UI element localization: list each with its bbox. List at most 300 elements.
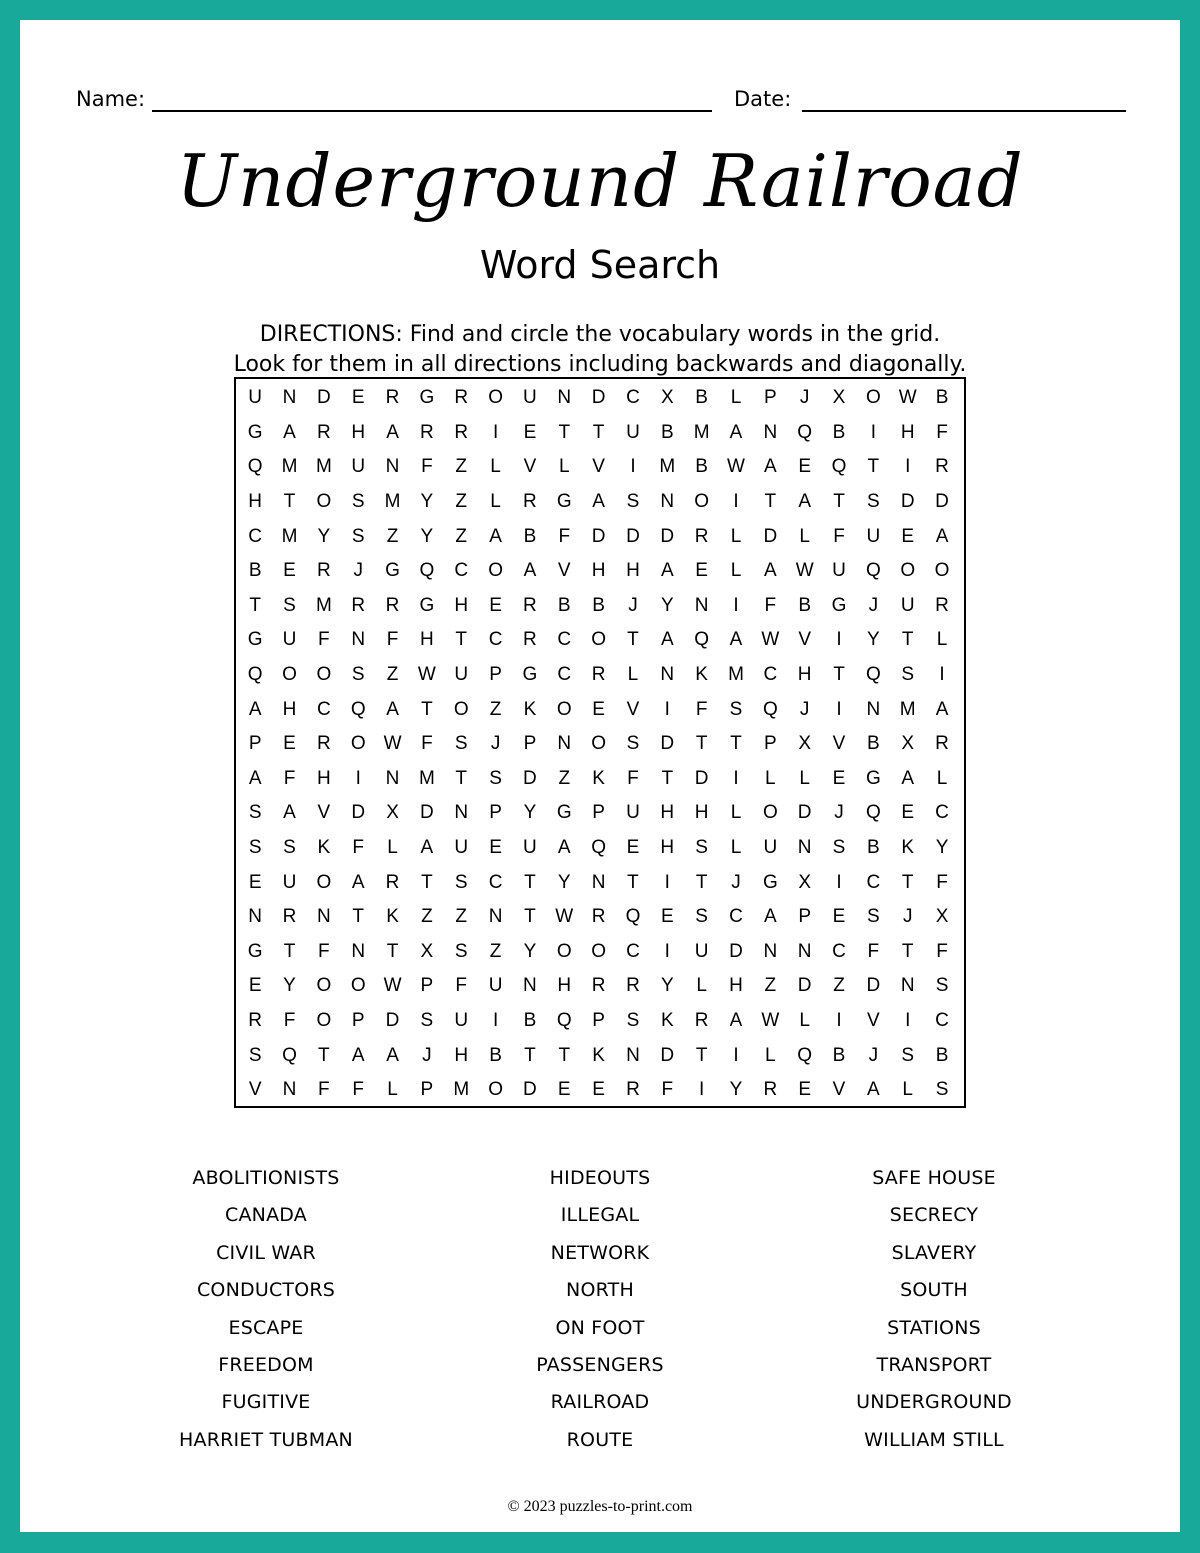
grid-cell[interactable]: P xyxy=(523,733,537,755)
grid-cell[interactable]: W xyxy=(795,560,814,582)
grid-cell[interactable]: T xyxy=(249,594,261,616)
grid-cell[interactable]: N xyxy=(385,456,400,478)
grid-cell[interactable]: B xyxy=(832,421,846,443)
grid-cell[interactable]: R xyxy=(385,871,400,893)
grid-cell[interactable]: A xyxy=(592,491,605,513)
grid-cell[interactable]: L xyxy=(627,664,639,686)
grid-cell[interactable]: Y xyxy=(420,491,434,513)
grid-cell[interactable]: S xyxy=(695,837,708,859)
grid-cell[interactable]: V xyxy=(832,1079,846,1101)
grid-cell[interactable]: C xyxy=(454,560,469,582)
grid-cell[interactable]: T xyxy=(352,906,364,928)
grid-cell[interactable]: Y xyxy=(935,837,949,859)
grid-cell[interactable]: S xyxy=(867,491,880,513)
grid-cell[interactable]: T xyxy=(283,491,296,513)
grid-cell[interactable]: N xyxy=(797,940,812,962)
grid-cell[interactable]: G xyxy=(385,560,400,582)
grid-cell[interactable]: U xyxy=(454,664,469,686)
grid-cell[interactable]: O xyxy=(350,733,366,755)
grid-cell[interactable]: L xyxy=(765,1044,776,1066)
grid-cell[interactable]: O xyxy=(282,664,297,686)
grid-cell[interactable]: T xyxy=(524,1044,536,1066)
grid-cell[interactable]: R xyxy=(763,1079,778,1101)
grid-cell[interactable]: A xyxy=(420,837,434,859)
grid-cell[interactable]: H xyxy=(316,767,331,789)
grid-cell[interactable]: B xyxy=(867,733,880,755)
grid-cell[interactable]: L xyxy=(936,767,948,789)
grid-cell[interactable]: R xyxy=(694,525,709,547)
grid-cell[interactable]: T xyxy=(318,1044,330,1066)
grid-cell[interactable]: O xyxy=(556,698,572,720)
grid-cell[interactable]: A xyxy=(660,560,674,582)
grid-cell[interactable]: H xyxy=(591,560,606,582)
grid-cell[interactable]: S xyxy=(351,525,365,547)
grid-cell[interactable]: C xyxy=(935,1009,949,1031)
grid-cell[interactable]: E xyxy=(901,802,915,824)
grid-cell[interactable]: D xyxy=(694,767,709,789)
grid-cell[interactable]: O xyxy=(934,560,950,582)
grid-cell[interactable]: T xyxy=(558,421,571,443)
grid-cell[interactable]: C xyxy=(488,871,503,893)
grid-cell[interactable]: O xyxy=(762,802,778,824)
grid-cell[interactable]: N xyxy=(763,940,778,962)
grid-cell[interactable]: S xyxy=(283,594,296,616)
grid-cell[interactable]: G xyxy=(419,387,435,409)
grid-cell[interactable]: I xyxy=(733,491,739,513)
grid-cell[interactable]: C xyxy=(316,698,331,720)
grid-cell[interactable]: T xyxy=(695,733,708,755)
grid-cell[interactable]: R xyxy=(694,1009,709,1031)
grid-cell[interactable]: F xyxy=(764,594,777,616)
grid-cell[interactable]: D xyxy=(420,802,434,824)
grid-cell[interactable]: E xyxy=(832,767,846,789)
grid-cell[interactable]: I xyxy=(355,767,361,789)
grid-cell[interactable]: H xyxy=(248,491,263,513)
grid-cell[interactable]: F xyxy=(283,1009,296,1031)
grid-cell[interactable]: T xyxy=(661,767,674,789)
grid-cell[interactable]: T xyxy=(901,871,914,893)
grid-cell[interactable]: M xyxy=(315,594,332,616)
grid-cell[interactable]: U xyxy=(282,629,297,651)
grid-cell[interactable]: G xyxy=(247,940,263,962)
grid-cell[interactable]: D xyxy=(316,387,331,409)
grid-cell[interactable]: G xyxy=(419,594,435,616)
grid-cell[interactable]: Y xyxy=(523,802,537,824)
grid-cell[interactable]: R xyxy=(935,456,949,478)
grid-cell[interactable]: N xyxy=(660,664,675,686)
grid-cell[interactable]: H xyxy=(454,594,469,616)
grid-cell[interactable]: A xyxy=(729,629,743,651)
grid-cell[interactable]: E xyxy=(626,837,640,859)
grid-cell[interactable]: B xyxy=(489,1044,502,1066)
grid-cell[interactable]: K xyxy=(901,837,915,859)
grid-cell[interactable]: S xyxy=(935,1079,949,1101)
grid-cell[interactable]: A xyxy=(351,871,365,893)
grid-cell[interactable]: E xyxy=(660,906,674,928)
grid-cell[interactable]: X xyxy=(660,387,674,409)
grid-cell[interactable]: U xyxy=(763,837,778,859)
grid-cell[interactable]: F xyxy=(833,525,845,547)
grid-cell[interactable]: Y xyxy=(729,1079,743,1101)
grid-cell[interactable]: S xyxy=(935,975,949,997)
grid-cell[interactable]: U xyxy=(694,940,709,962)
grid-cell[interactable]: Q xyxy=(865,664,881,686)
grid-cell[interactable]: J xyxy=(902,906,913,928)
grid-cell[interactable]: D xyxy=(591,525,606,547)
grid-cell[interactable]: R xyxy=(935,594,949,616)
grid-cell[interactable]: X xyxy=(798,733,812,755)
grid-cell[interactable]: H xyxy=(729,975,743,997)
grid-cell[interactable]: V xyxy=(317,802,331,824)
grid-cell[interactable]: Z xyxy=(489,940,502,962)
grid-cell[interactable]: U xyxy=(626,421,640,443)
grid-cell[interactable]: L xyxy=(490,456,501,478)
grid-cell[interactable]: U xyxy=(523,387,537,409)
grid-cell[interactable]: E xyxy=(283,560,296,582)
grid-cell[interactable]: D xyxy=(729,940,743,962)
grid-cell[interactable]: C xyxy=(866,871,881,893)
grid-cell[interactable]: A xyxy=(729,1009,743,1031)
grid-cell[interactable]: V xyxy=(798,629,812,651)
grid-cell[interactable]: M xyxy=(315,456,332,478)
grid-cell[interactable]: A xyxy=(729,421,743,443)
grid-cell[interactable]: A xyxy=(935,525,949,547)
grid-cell[interactable]: T xyxy=(592,421,605,443)
grid-cell[interactable]: H xyxy=(660,802,675,824)
grid-cell[interactable]: N xyxy=(282,1079,297,1101)
grid-cell[interactable]: R xyxy=(523,491,537,513)
grid-cell[interactable]: A xyxy=(660,629,674,651)
grid-cell[interactable]: A xyxy=(283,802,296,824)
grid-cell[interactable]: T xyxy=(421,871,433,893)
grid-cell[interactable]: R xyxy=(316,421,331,443)
grid-cell[interactable]: W xyxy=(383,975,402,997)
grid-cell[interactable]: R xyxy=(591,906,606,928)
grid-cell[interactable]: S xyxy=(248,802,262,824)
grid-cell[interactable]: L xyxy=(799,767,810,789)
grid-cell[interactable]: H xyxy=(900,421,915,443)
grid-cell[interactable]: U xyxy=(866,525,881,547)
grid-cell[interactable]: G xyxy=(247,421,263,443)
grid-cell[interactable]: A xyxy=(763,456,777,478)
grid-cell[interactable]: O xyxy=(488,560,503,582)
grid-cell[interactable]: L xyxy=(558,456,570,478)
grid-cell[interactable]: H xyxy=(797,664,812,686)
grid-cell[interactable]: H xyxy=(626,560,640,582)
grid-cell[interactable]: Q xyxy=(419,560,435,582)
grid-cell[interactable]: Z xyxy=(833,975,845,997)
grid-cell[interactable]: R xyxy=(626,1079,640,1101)
grid-cell[interactable]: E xyxy=(798,1079,812,1101)
grid-cell[interactable]: N xyxy=(660,491,675,513)
grid-cell[interactable]: Y xyxy=(867,629,880,651)
grid-cell[interactable]: Z xyxy=(558,767,571,789)
grid-cell[interactable]: J xyxy=(799,387,810,409)
grid-cell[interactable]: H xyxy=(694,802,709,824)
grid-cell[interactable]: F xyxy=(695,698,708,720)
grid-cell[interactable]: Z xyxy=(421,906,433,928)
grid-cell[interactable]: T xyxy=(421,698,433,720)
grid-cell[interactable]: K xyxy=(523,698,537,720)
grid-cell[interactable]: D xyxy=(866,975,881,997)
grid-cell[interactable]: T xyxy=(695,871,708,893)
grid-cell[interactable]: I xyxy=(939,664,945,686)
grid-cell[interactable]: T xyxy=(627,629,639,651)
grid-cell[interactable]: A xyxy=(386,421,399,443)
grid-cell[interactable]: S xyxy=(626,1009,640,1031)
grid-cell[interactable]: R xyxy=(523,594,537,616)
grid-cell[interactable]: M xyxy=(384,491,401,513)
grid-cell[interactable]: C xyxy=(935,802,949,824)
grid-cell[interactable]: J xyxy=(834,802,844,824)
grid-cell[interactable]: N xyxy=(900,975,915,997)
grid-cell[interactable]: M xyxy=(693,421,710,443)
grid-cell[interactable]: U xyxy=(282,871,297,893)
grid-cell[interactable]: X xyxy=(386,802,399,824)
grid-cell[interactable]: C xyxy=(557,629,572,651)
grid-cell[interactable]: P xyxy=(351,1009,365,1031)
grid-cell[interactable]: V xyxy=(832,733,846,755)
grid-cell[interactable]: K xyxy=(660,1009,674,1031)
grid-cell[interactable]: B xyxy=(523,525,537,547)
grid-cell[interactable]: D xyxy=(660,525,675,547)
grid-cell[interactable]: S xyxy=(283,837,296,859)
grid-cell[interactable]: G xyxy=(556,491,572,513)
grid-cell[interactable]: N xyxy=(248,906,263,928)
grid-cell[interactable]: Q xyxy=(350,698,366,720)
grid-cell[interactable]: S xyxy=(901,1044,915,1066)
grid-cell[interactable]: A xyxy=(351,1044,365,1066)
grid-cell[interactable]: I xyxy=(870,421,876,443)
grid-cell[interactable]: C xyxy=(729,906,743,928)
grid-cell[interactable]: F xyxy=(558,525,571,547)
grid-cell[interactable]: R xyxy=(454,387,469,409)
grid-cell[interactable]: F xyxy=(283,767,296,789)
grid-cell[interactable]: E xyxy=(248,871,262,893)
grid-cell[interactable]: F xyxy=(661,1079,674,1101)
grid-cell[interactable]: O xyxy=(316,664,332,686)
grid-cell[interactable]: K xyxy=(386,906,399,928)
grid-cell[interactable]: B xyxy=(935,1044,949,1066)
grid-cell[interactable]: D xyxy=(591,387,606,409)
grid-cell[interactable]: D xyxy=(523,1079,537,1101)
grid-cell[interactable]: O xyxy=(316,871,332,893)
grid-cell[interactable]: U xyxy=(351,456,366,478)
grid-cell[interactable]: J xyxy=(799,698,810,720)
grid-cell[interactable]: S xyxy=(832,837,846,859)
grid-cell[interactable]: V xyxy=(557,560,571,582)
grid-cell[interactable]: Q xyxy=(865,560,881,582)
grid-cell[interactable]: I xyxy=(630,456,636,478)
grid-cell[interactable]: M xyxy=(453,1079,470,1101)
grid-cell[interactable]: F xyxy=(936,940,948,962)
grid-cell[interactable]: I xyxy=(836,871,842,893)
grid-cell[interactable]: Y xyxy=(557,871,571,893)
grid-cell[interactable]: C xyxy=(626,940,640,962)
grid-cell[interactable]: T xyxy=(524,871,536,893)
grid-cell[interactable]: T xyxy=(455,767,468,789)
grid-cell[interactable]: Q xyxy=(247,456,263,478)
grid-cell[interactable]: C xyxy=(557,664,572,686)
grid-cell[interactable]: F xyxy=(318,940,330,962)
grid-cell[interactable]: S xyxy=(729,698,743,720)
grid-cell[interactable]: D xyxy=(797,975,812,997)
grid-cell[interactable]: W xyxy=(417,664,436,686)
grid-cell[interactable]: O xyxy=(556,940,572,962)
grid-cell[interactable]: Q xyxy=(797,1044,813,1066)
grid-cell[interactable]: F xyxy=(352,1079,364,1101)
grid-cell[interactable]: A xyxy=(798,491,812,513)
grid-cell[interactable]: N xyxy=(591,871,606,893)
grid-cell[interactable]: D xyxy=(626,525,640,547)
grid-cell[interactable]: Y xyxy=(317,525,331,547)
grid-cell[interactable]: E xyxy=(248,975,262,997)
grid-cell[interactable]: I xyxy=(836,629,842,651)
grid-cell[interactable]: S xyxy=(420,1009,434,1031)
grid-cell[interactable]: D xyxy=(900,491,915,513)
grid-cell[interactable]: P xyxy=(763,387,777,409)
grid-cell[interactable]: D xyxy=(351,802,366,824)
grid-cell[interactable]: S xyxy=(454,871,468,893)
grid-cell[interactable]: P xyxy=(248,733,262,755)
grid-cell[interactable]: E xyxy=(798,456,812,478)
grid-cell[interactable]: G xyxy=(247,629,263,651)
grid-cell[interactable]: E xyxy=(523,421,537,443)
grid-cell[interactable]: L xyxy=(799,1009,810,1031)
grid-cell[interactable]: V xyxy=(867,1009,880,1031)
grid-cell[interactable]: S xyxy=(695,906,708,928)
grid-cell[interactable]: F xyxy=(318,1079,330,1101)
grid-cell[interactable]: I xyxy=(905,1009,911,1031)
grid-cell[interactable]: L xyxy=(765,767,776,789)
grid-cell[interactable]: D xyxy=(935,491,949,513)
grid-cell[interactable]: I xyxy=(905,456,911,478)
grid-cell[interactable]: M xyxy=(659,456,676,478)
grid-cell[interactable]: L xyxy=(936,629,948,651)
grid-cell[interactable]: W xyxy=(383,733,402,755)
grid-cell[interactable]: M xyxy=(418,767,435,789)
grid-cell[interactable]: O xyxy=(591,733,606,755)
grid-cell[interactable]: S xyxy=(867,906,880,928)
grid-cell[interactable]: D xyxy=(660,1044,675,1066)
grid-cell[interactable]: Z xyxy=(489,698,502,720)
grid-cell[interactable]: W xyxy=(555,906,574,928)
grid-cell[interactable]: T xyxy=(627,871,639,893)
grid-cell[interactable]: R xyxy=(316,560,331,582)
grid-cell[interactable]: G xyxy=(522,664,538,686)
grid-cell[interactable]: H xyxy=(454,1044,469,1066)
grid-cell[interactable]: W xyxy=(898,387,917,409)
grid-cell[interactable]: U xyxy=(454,1009,469,1031)
grid-cell[interactable]: M xyxy=(728,664,744,686)
grid-cell[interactable]: V xyxy=(523,456,537,478)
grid-cell[interactable]: Z xyxy=(455,525,468,547)
grid-cell[interactable]: Q xyxy=(282,1044,297,1066)
word-search-grid[interactable] xyxy=(238,381,959,1107)
grid-cell[interactable]: A xyxy=(248,767,262,789)
grid-cell[interactable]: B xyxy=(523,1009,537,1031)
grid-cell[interactable]: T xyxy=(386,940,399,962)
grid-cell[interactable]: E xyxy=(832,906,846,928)
grid-cell[interactable]: R xyxy=(385,387,400,409)
grid-cell[interactable]: R xyxy=(420,421,434,443)
grid-cell[interactable]: O xyxy=(350,975,366,997)
grid-cell[interactable]: C xyxy=(248,525,263,547)
grid-cell[interactable]: O xyxy=(865,387,881,409)
grid-cell[interactable]: S xyxy=(454,733,468,755)
grid-cell[interactable]: L xyxy=(490,491,501,513)
grid-cell[interactable]: A xyxy=(935,698,949,720)
grid-cell[interactable]: O xyxy=(453,698,469,720)
grid-cell[interactable]: N xyxy=(454,802,469,824)
grid-cell[interactable]: S xyxy=(351,664,365,686)
grid-cell[interactable]: E xyxy=(283,733,296,755)
grid-cell[interactable]: Z xyxy=(455,906,468,928)
grid-cell[interactable]: T xyxy=(901,940,914,962)
grid-cell[interactable]: O xyxy=(488,387,503,409)
grid-cell[interactable]: Q xyxy=(865,802,881,824)
grid-cell[interactable]: A xyxy=(489,525,502,547)
grid-cell[interactable]: B xyxy=(832,1044,846,1066)
grid-cell[interactable]: G xyxy=(556,802,572,824)
grid-cell[interactable]: T xyxy=(730,733,742,755)
grid-cell[interactable]: Q xyxy=(556,1009,572,1031)
grid-cell[interactable]: N xyxy=(557,733,572,755)
grid-cell[interactable]: A xyxy=(523,560,537,582)
name-field[interactable] xyxy=(152,110,712,112)
grid-cell[interactable]: N xyxy=(557,387,572,409)
grid-cell[interactable]: S xyxy=(626,491,640,513)
grid-cell[interactable]: A xyxy=(867,1079,880,1101)
grid-cell[interactable]: J xyxy=(868,594,879,616)
grid-cell[interactable]: Z xyxy=(386,525,399,547)
grid-cell[interactable]: E xyxy=(351,387,365,409)
grid-cell[interactable]: T xyxy=(524,906,536,928)
grid-cell[interactable]: F xyxy=(386,629,399,651)
grid-cell[interactable]: N xyxy=(351,629,366,651)
grid-cell[interactable]: R xyxy=(316,733,331,755)
grid-cell[interactable]: N xyxy=(316,906,331,928)
grid-cell[interactable]: Z xyxy=(455,491,468,513)
grid-cell[interactable]: S xyxy=(248,837,262,859)
grid-cell[interactable]: L xyxy=(730,837,742,859)
grid-cell[interactable]: Z xyxy=(455,456,468,478)
grid-cell[interactable]: Y xyxy=(660,594,674,616)
grid-cell[interactable]: Q xyxy=(247,664,263,686)
grid-cell[interactable]: H xyxy=(282,698,297,720)
grid-cell[interactable]: P xyxy=(489,664,502,686)
grid-cell[interactable]: S xyxy=(454,940,468,962)
grid-cell[interactable]: E xyxy=(489,837,502,859)
grid-cell[interactable]: D xyxy=(523,767,537,789)
grid-cell[interactable]: I xyxy=(733,594,739,616)
grid-cell[interactable]: J xyxy=(731,871,741,893)
grid-cell[interactable]: M xyxy=(899,698,916,720)
grid-cell[interactable]: T xyxy=(901,629,914,651)
grid-cell[interactable]: N xyxy=(866,698,881,720)
grid-cell[interactable]: L xyxy=(387,1079,398,1101)
grid-cell[interactable]: G xyxy=(762,871,778,893)
grid-cell[interactable]: R xyxy=(523,629,537,651)
grid-cell[interactable]: E xyxy=(592,1079,605,1101)
grid-cell[interactable]: F xyxy=(318,629,330,651)
grid-cell[interactable]: Q xyxy=(831,456,847,478)
grid-cell[interactable]: O xyxy=(316,491,332,513)
grid-cell[interactable]: A xyxy=(248,698,262,720)
grid-cell[interactable]: J xyxy=(490,733,501,755)
grid-cell[interactable]: N xyxy=(385,767,400,789)
grid-cell[interactable]: Y xyxy=(660,975,674,997)
